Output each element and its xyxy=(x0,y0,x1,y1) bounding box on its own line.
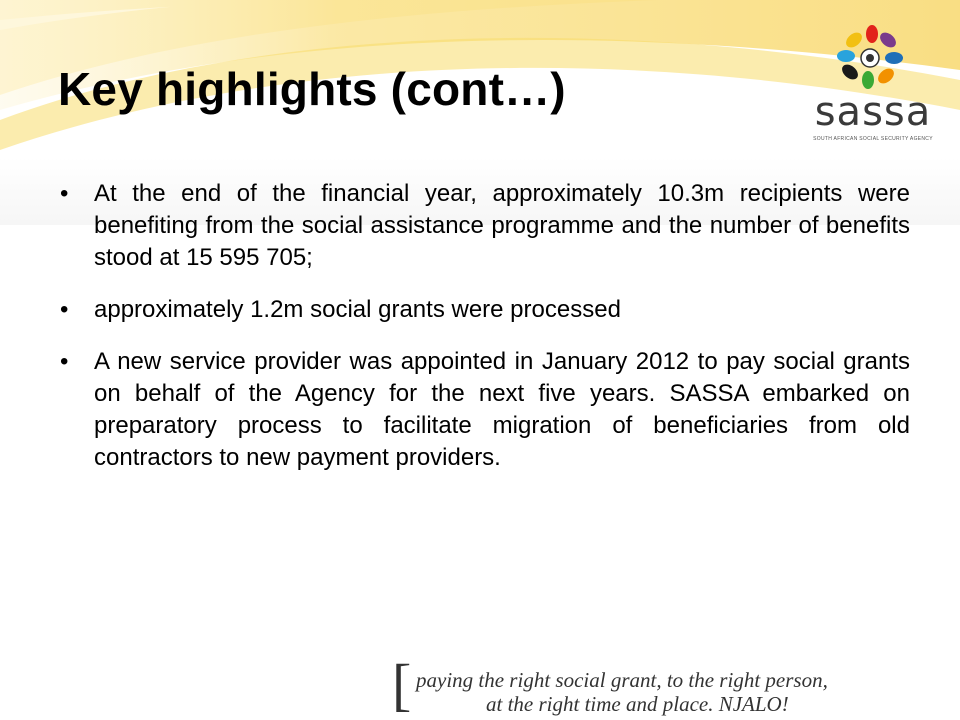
footer-bracket: [ xyxy=(392,652,412,717)
slogan-line-2: at the right time and place. NJALO! xyxy=(486,692,789,716)
bullet-item: • At the end of the financial year, approximately 10.3m recipients were benefiting from the social assistance programme and the number of benefits stood at 15 595 705; xyxy=(60,178,910,274)
hands-logo-icon xyxy=(808,22,938,96)
footer-slogan xyxy=(392,652,952,720)
slogan-line-1: paying the right social grant, to the right person, xyxy=(416,668,828,692)
logo-subtitle: SOUTH AFRICAN SOCIAL SECURITY AGENCY xyxy=(813,136,933,142)
logo-wordmark: sassa xyxy=(814,89,932,135)
bullet-item: • approximately 1.2m social grants were processed xyxy=(60,294,910,326)
bullet-item: • A new service provider was appointed in January 2012 to pay social grants on behalf of the Agency for the next five years. SASSA embarked on preparatory process to facilitate migration of beneficiaries from old contractors to new payment providers. xyxy=(60,346,910,474)
sassa-logo xyxy=(808,22,938,140)
slide-title: Key highlights (cont…) xyxy=(58,63,566,115)
bullet-list xyxy=(60,178,910,494)
